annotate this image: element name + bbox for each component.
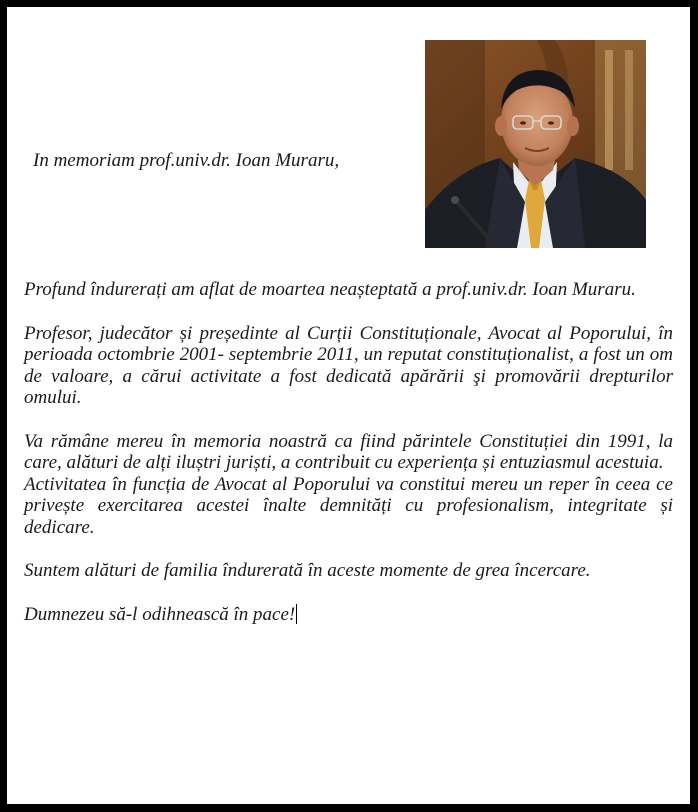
paragraph-1: Profund îndurerați am aflat de moartea neașteptată a prof.univ.dr. Ioan Muraru. — [24, 279, 636, 300]
paragraph-3b: Activitatea în funcția de Avocat al Poporului va constitui mereu un reper în ceea ce privește exercitarea acestei înalte demnități cu profesionalism, integritate și dedicare. — [24, 473, 673, 538]
text-cursor — [296, 604, 297, 624]
paragraph-2: Profesor, judecător și președinte al Curții Constituționale, Avocat al Poporului, în perioada octombrie 2001- septembrie 2011, un reputat constituționalist, a fost un om de valoare, a cărui activitate a fost dedicată apărării şi promovării drepturilor omului. — [24, 322, 673, 408]
paragraph-3a: Va rămâne mereu în memoria noastră ca fiind părintele Constituției din 1991, la care, alături de alți iluștri juriști, a contribuit cu experiența și entuziasmul acestuia. — [24, 430, 673, 473]
portrait-photo — [425, 40, 646, 248]
tribute-text — [24, 279, 673, 625]
paragraph-5 — [24, 604, 673, 626]
portrait-image — [425, 40, 646, 248]
closing-line: Dumnezeu să-l odihnească în pace! — [24, 603, 296, 625]
paragraph-4: Suntem alături de familia îndurerată în aceste momente de grea încercare. — [24, 560, 591, 581]
memoriam-heading: In memoriam prof.univ.dr. Ioan Muraru, — [33, 150, 340, 171]
